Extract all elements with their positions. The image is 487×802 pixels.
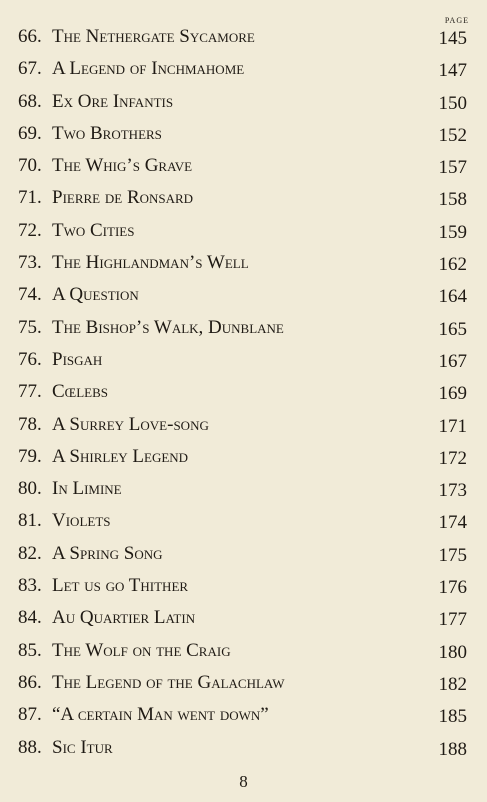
toc-entry bbox=[0, 507, 487, 539]
entry-number: 66. bbox=[18, 26, 42, 47]
entry-number: 73. bbox=[18, 252, 42, 274]
entry-page: 180 bbox=[438, 641, 467, 663]
entry-number: 84. bbox=[18, 607, 42, 629]
entry-number: 67. bbox=[18, 58, 42, 80]
entry-title: A Legend of Inchmahome bbox=[52, 58, 245, 80]
entry-number: 75. bbox=[18, 316, 42, 338]
toc-entry bbox=[0, 540, 487, 572]
entry-title: In Limine bbox=[52, 478, 122, 500]
entry-page: 177 bbox=[438, 609, 467, 631]
entry-title: Let us go Thither bbox=[52, 575, 189, 597]
entry-title: A Shirley Legend bbox=[52, 445, 189, 467]
toc-entry bbox=[0, 443, 487, 475]
entry-page: 169 bbox=[438, 383, 467, 405]
entry-title: A Surrey Love-song bbox=[52, 413, 209, 435]
entry-page: 176 bbox=[438, 577, 467, 599]
entry-title: “A certain Man went down” bbox=[52, 704, 269, 726]
entry-number: 76. bbox=[18, 348, 42, 370]
entry-number: 68. bbox=[18, 90, 42, 112]
toc-entry bbox=[0, 734, 487, 766]
entry-number: 70. bbox=[18, 155, 42, 177]
entry-title: The Whig’s Grave bbox=[52, 155, 193, 177]
entry-number: 82. bbox=[18, 542, 42, 564]
entry-number: 80. bbox=[18, 478, 42, 500]
page-folio: 8 bbox=[239, 772, 248, 791]
toc-entry bbox=[0, 604, 487, 636]
entry-title: Sic Itur bbox=[52, 736, 113, 758]
toc-entry bbox=[0, 88, 487, 120]
entry-page: 165 bbox=[438, 318, 467, 340]
entry-page: 158 bbox=[438, 189, 467, 211]
entry-page: 162 bbox=[438, 254, 467, 276]
toc-entry bbox=[0, 346, 487, 378]
entry-title: Pierre de Ronsard bbox=[52, 187, 194, 209]
entry-page: 174 bbox=[438, 512, 467, 534]
entry-number: 78. bbox=[18, 413, 42, 435]
entry-page: 145 bbox=[438, 28, 467, 49]
entry-title: A Question bbox=[52, 284, 139, 306]
toc-entry bbox=[0, 572, 487, 604]
entry-title: Two Cities bbox=[52, 219, 135, 241]
entry-number: 69. bbox=[18, 122, 42, 144]
entry-title: Ex Ore Infantis bbox=[52, 90, 174, 112]
entry-number: 88. bbox=[18, 736, 42, 758]
entry-number: 72. bbox=[18, 219, 42, 241]
toc-entry bbox=[0, 249, 487, 281]
table-of-contents bbox=[0, 23, 487, 766]
entry-page: 172 bbox=[438, 447, 467, 469]
toc-entry bbox=[0, 217, 487, 249]
toc-entry bbox=[0, 184, 487, 216]
toc-entry bbox=[0, 281, 487, 313]
entry-page: 175 bbox=[438, 544, 467, 566]
entry-page: 173 bbox=[438, 480, 467, 502]
entry-title: The Bishop’s Walk, Dunblane bbox=[52, 316, 284, 338]
toc-entry bbox=[0, 669, 487, 701]
entry-page: 171 bbox=[438, 415, 467, 437]
toc-entry bbox=[0, 701, 487, 733]
entry-number: 83. bbox=[18, 575, 42, 597]
entry-title: Pisgah bbox=[52, 348, 103, 370]
entry-page: 159 bbox=[438, 221, 467, 243]
toc-entry bbox=[0, 120, 487, 152]
entry-number: 87. bbox=[18, 704, 42, 726]
entry-title: Two Brothers bbox=[52, 122, 162, 144]
entry-title: The Legend of the Galachlaw bbox=[52, 671, 285, 693]
toc-entry bbox=[0, 475, 487, 507]
entry-page: 150 bbox=[438, 92, 467, 114]
toc-entry bbox=[0, 152, 487, 184]
entry-number: 79. bbox=[18, 445, 42, 467]
entry-number: 74. bbox=[18, 284, 42, 306]
entry-number: 71. bbox=[18, 187, 42, 209]
entry-page: 188 bbox=[438, 738, 467, 760]
entry-number: 85. bbox=[18, 639, 42, 661]
toc-entry bbox=[0, 314, 487, 346]
entry-title: The Nethergate Sycamore bbox=[52, 26, 255, 47]
toc-entry bbox=[0, 411, 487, 443]
toc-entry bbox=[0, 55, 487, 87]
entry-title: The Highlandman’s Well bbox=[52, 252, 249, 274]
entry-page: 147 bbox=[438, 60, 467, 82]
entry-title: Cœlebs bbox=[52, 381, 109, 403]
entry-title: Violets bbox=[52, 510, 111, 532]
entry-page: 157 bbox=[438, 157, 467, 179]
toc-entry bbox=[0, 637, 487, 669]
entry-number: 77. bbox=[18, 381, 42, 403]
entry-number: 81. bbox=[18, 510, 42, 532]
entry-number: 86. bbox=[18, 671, 42, 693]
entry-page: 182 bbox=[438, 673, 467, 695]
page-column-header: PAGE bbox=[444, 16, 469, 25]
entry-page: 164 bbox=[438, 286, 467, 308]
entry-page: 167 bbox=[438, 350, 467, 372]
toc-entry bbox=[0, 23, 487, 55]
entry-page: 152 bbox=[438, 124, 467, 146]
entry-title: A Spring Song bbox=[52, 542, 163, 564]
toc-entry bbox=[0, 378, 487, 410]
entry-page: 185 bbox=[438, 706, 467, 728]
entry-title: The Wolf on the Craig bbox=[52, 639, 231, 661]
entry-title: Au Quartier Latin bbox=[52, 607, 196, 629]
